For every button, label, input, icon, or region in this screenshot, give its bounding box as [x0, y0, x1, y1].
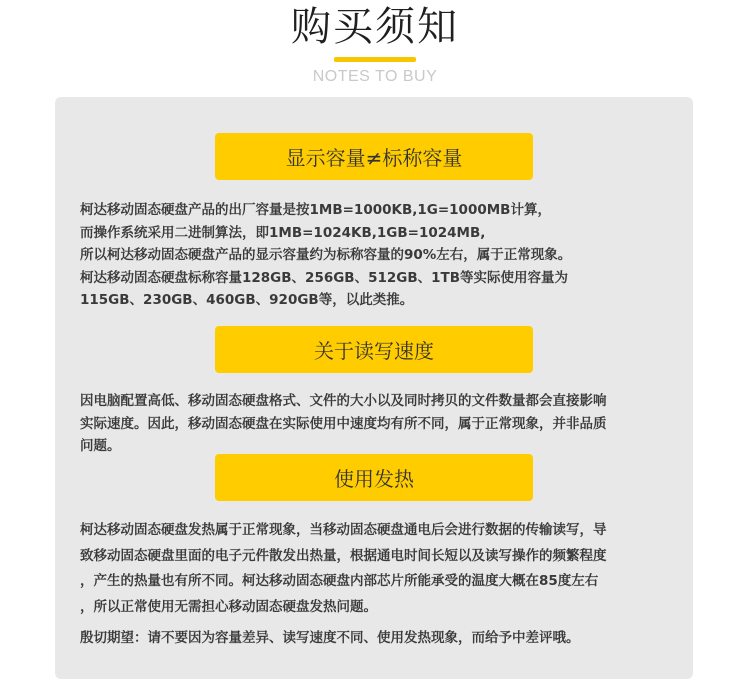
section-body-heat — [80, 518, 680, 620]
section-body-speed — [80, 390, 680, 458]
paragraph-line: 柯达移动固态硬盘产品的出厂容量是按1MB=1000KB,1G=1000MB计算， — [80, 202, 551, 218]
paragraph-line: 因电脑配置高低、移动固态硬盘格式、文件的大小以及同时拷贝的文件数量都会直接影响 — [80, 393, 607, 409]
paragraph-line: 柯达移动固态硬盘标称容量128GB、256GB、512GB、1TB等实际使用容量为 — [80, 269, 569, 286]
paragraph-line: 实际速度。因此，移动固态硬盘在实际使用中速度均有所不同，属于正常现象，并非品质 — [80, 415, 607, 432]
paragraph-line: 问题。 — [80, 438, 121, 454]
page-subtitle: NOTES TO BUY — [312, 68, 438, 85]
page-title: 购买须知 — [291, 4, 459, 50]
section-heading-heat: 使用发热 — [215, 454, 533, 501]
title-underline — [334, 57, 416, 62]
section-body-capacity — [80, 199, 680, 312]
paragraph-line: ，所以正常使用无需担心移动固态硬盘发热问题。 — [80, 598, 377, 615]
paragraph-line: ，产生的热量也有所不同。柯达移动固态硬盘内部芯片所能承受的温度大概在85度左右 — [80, 573, 599, 589]
paragraph-line: 115GB、230GB、460GB、920GB等，以此类推。 — [80, 292, 414, 308]
paragraph-line: 所以柯达移动固态硬盘产品的显示容量约为标称容量的90%左右，属于正常现象。 — [80, 247, 572, 263]
closing-note: 殷切期望：请不要因为容量差异、读写速度不同、使用发热现象，而给予中差评哦。 — [80, 630, 580, 646]
paragraph-line: 致移动固态硬盘里面的电子元件散发出热量，根据通电时间长短以及读写操作的频繁程度 — [80, 547, 607, 564]
paragraph-line: 柯达移动固态硬盘发热属于正常现象，当移动固态硬盘通电后会进行数据的传输读写，导 — [80, 522, 607, 538]
paragraph-line: 而操作系统采用二进制算法，即1MB=1024KB,1GB=1024MB, — [80, 224, 486, 241]
section-heading-capacity: 显示容量≠标称容量 — [215, 133, 533, 180]
section-heading-speed: 关于读写速度 — [215, 326, 533, 373]
